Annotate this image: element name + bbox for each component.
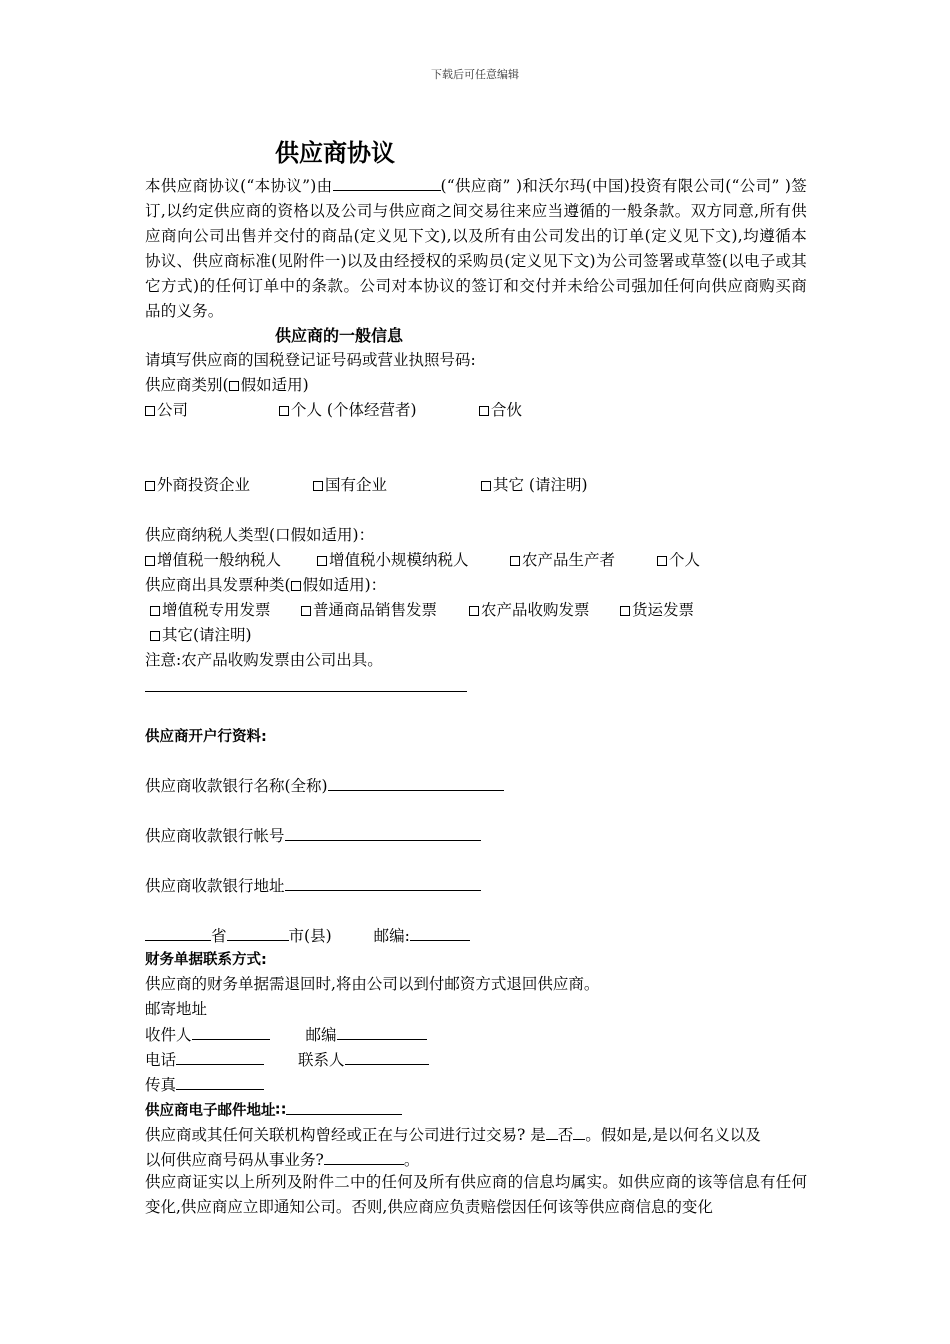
checkbox-icon[interactable]: [657, 556, 667, 566]
intro-text-start: 本供应商协议(“本协议”)由: [145, 177, 333, 195]
province-field[interactable]: [145, 923, 211, 941]
bank-name-row: 供应商收款银行名称(全称): [145, 773, 504, 796]
invoice-note: 注意:农产品收购发票由公司出具。: [145, 651, 383, 669]
related-question-line2: 以何供应商号码从事业务? 。: [145, 1147, 419, 1170]
related-question-line1: 供应商或其任何关联机构曾经或正在与公司进行过交易? 是 否 。假如是,是以何名义以及: [145, 1122, 761, 1145]
city-field[interactable]: [227, 923, 289, 941]
checkbox-icon[interactable]: [301, 606, 311, 616]
bank-address-field[interactable]: [285, 873, 481, 891]
general-info-heading: 供应商的一般信息: [275, 326, 404, 345]
option-taxpayer-individual[interactable]: 个人: [657, 548, 700, 570]
option-freight-invoice[interactable]: 货运发票: [620, 598, 694, 620]
checkbox-icon[interactable]: [313, 481, 323, 491]
finance-contact-desc: 供应商的财务单据需退回时,将由公司以到付邮资方式退回供应商。: [145, 975, 600, 993]
supplier-number-field[interactable]: [324, 1147, 404, 1165]
zip-field[interactable]: [337, 1022, 427, 1040]
email-field[interactable]: [286, 1097, 402, 1115]
supplier-name-blank[interactable]: [333, 173, 441, 191]
checkbox-icon[interactable]: [279, 406, 289, 416]
phone-field[interactable]: [176, 1047, 264, 1065]
option-vat-invoice[interactable]: 增值税专用发票: [150, 598, 271, 620]
fax-field[interactable]: [176, 1072, 264, 1090]
option-state-owned[interactable]: 国有企业: [313, 473, 387, 495]
divider-line: [145, 691, 467, 692]
bank-address-row: 供应商收款银行地址: [145, 873, 481, 896]
finance-contact-heading: 财务单据联系方式:: [145, 952, 267, 968]
option-vat-general[interactable]: 增值税一般纳税人: [145, 548, 281, 570]
tax-id-prompt: 请填写供应商的国税登记证号码或营业执照号码:: [145, 351, 476, 369]
bank-name-field[interactable]: [328, 773, 504, 791]
checkbox-icon[interactable]: [150, 631, 160, 641]
checkbox-icon: [291, 581, 301, 591]
fax-row: 传真: [145, 1072, 264, 1095]
yes-blank[interactable]: [546, 1122, 558, 1140]
checkbox-icon[interactable]: [469, 606, 479, 616]
option-vat-small[interactable]: 增值税小规模纳税人: [317, 548, 469, 570]
option-partnership[interactable]: 合伙: [479, 398, 522, 420]
option-company[interactable]: 公司: [145, 398, 188, 420]
bank-heading: 供应商开户行资料:: [145, 729, 267, 745]
taxpayer-label: 供应商纳税人类型(口假如适用)：: [145, 526, 375, 544]
phone-row: 电话 联系人: [145, 1047, 429, 1070]
category-label: 供应商类别( 假如适用): [145, 376, 309, 394]
recipient-field[interactable]: [192, 1022, 270, 1040]
option-other[interactable]: 其它 (请注明): [481, 473, 588, 495]
mail-address-label: 邮寄地址: [145, 1000, 208, 1018]
checkbox-icon: [229, 381, 239, 391]
email-row: 供应商电子邮件地址∷: [145, 1097, 402, 1120]
region-row: 省 市(县) 邮编:: [145, 923, 470, 946]
checkbox-icon[interactable]: [510, 556, 520, 566]
bank-account-field[interactable]: [285, 823, 481, 841]
confirmation-paragraph: 供应商证实以上所列及附件二中的任何及所有供应商的信息均属实。如供应商的该等信息有任何变化,供应商应立即通知公司。否则,供应商应负责赔偿因任何该等供应商信息的变化: [145, 1173, 807, 1216]
checkbox-icon[interactable]: [620, 606, 630, 616]
checkbox-icon[interactable]: [479, 406, 489, 416]
checkbox-icon[interactable]: [145, 406, 155, 416]
checkbox-icon[interactable]: [145, 556, 155, 566]
intro-text-rest: (“供应商” )和沃尔玛(中国)投资有限公司(“公司” )签订,以约定供应商的资格以及公司与供应商之间交易往来应当遵循的一般条款。双方同意,所有供应商向公司出售并交付的商品(定义见下文),以及所有由公司发出的订单(定义见下文),均遵循本协议、供应商标准(见附件一)以及由经授权的采购员(定义见下文)为公司签署或草签(以电子或其它方式)的任何订单中的条款。公司对本协议的签订和交付并未给公司强加任何向供应商购买商品的义务。: [145, 177, 807, 320]
option-sales-invoice[interactable]: 普通商品销售发票: [301, 598, 437, 620]
checkbox-icon[interactable]: [145, 481, 155, 491]
option-agri-producer[interactable]: 农产品生产者: [510, 548, 615, 570]
option-individual[interactable]: 个人 (个体经营者): [279, 398, 417, 420]
intro-paragraph: [145, 173, 807, 324]
option-foreign-investment[interactable]: 外商投资企业: [145, 473, 250, 495]
checkbox-icon[interactable]: [317, 556, 327, 566]
invoice-label: 供应商出具发票种类( 假如适用)：: [145, 576, 387, 594]
no-blank[interactable]: [573, 1122, 585, 1140]
document-title: 供应商协议: [275, 139, 395, 167]
bank-account-row: 供应商收款银行帐号: [145, 823, 481, 846]
contact-field[interactable]: [345, 1047, 429, 1065]
recipient-row: 收件人 邮编: [145, 1022, 427, 1045]
postcode-field[interactable]: [410, 923, 470, 941]
checkbox-icon[interactable]: [150, 606, 160, 616]
option-invoice-other[interactable]: 其它(请注明): [150, 623, 252, 645]
header-note: 下载后可任意编辑: [431, 68, 519, 81]
option-agri-invoice[interactable]: 农产品收购发票: [469, 598, 590, 620]
checkbox-icon[interactable]: [481, 481, 491, 491]
